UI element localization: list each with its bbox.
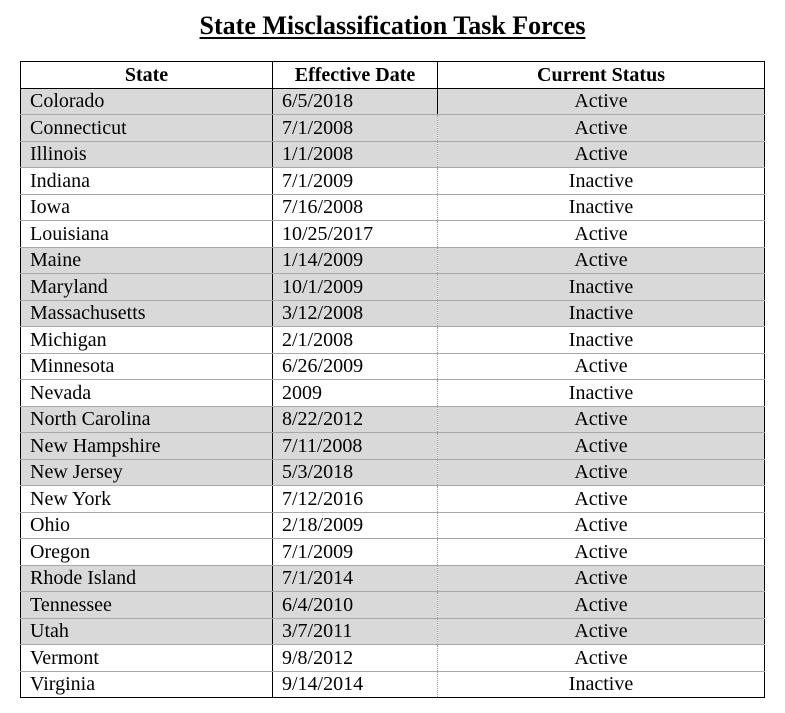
status-cell: Active: [438, 618, 765, 645]
table-row: [21, 618, 765, 645]
page-title: State Misclassification Task Forces: [199, 11, 586, 40]
table-row: [21, 512, 765, 539]
header-row: [21, 62, 765, 89]
table-row: [21, 645, 765, 672]
header-state: State: [21, 62, 273, 89]
status-cell: Active: [438, 512, 765, 539]
effective-date-cell: 2/18/2009: [273, 512, 438, 539]
table-row: [21, 247, 765, 274]
header-current-status: Current Status: [438, 62, 765, 89]
status-cell: Active: [438, 565, 765, 592]
status-cell: Active: [438, 247, 765, 274]
effective-date-cell: 6/5/2018: [273, 88, 438, 115]
state-cell: Ohio: [21, 512, 273, 539]
effective-date-cell: 7/11/2008: [273, 433, 438, 460]
effective-date-cell: 7/1/2009: [273, 539, 438, 566]
effective-date-cell: 2009: [273, 380, 438, 407]
status-cell: Active: [438, 486, 765, 513]
table-body: [21, 88, 765, 698]
effective-date-cell: 7/1/2014: [273, 565, 438, 592]
table-row: [21, 459, 765, 486]
state-cell: New York: [21, 486, 273, 513]
status-cell: Active: [438, 353, 765, 380]
table-row: [21, 671, 765, 698]
state-cell: Maryland: [21, 274, 273, 301]
state-cell: Nevada: [21, 380, 273, 407]
table-row: [21, 88, 765, 115]
state-cell: Massachusetts: [21, 300, 273, 327]
state-cell: Connecticut: [21, 115, 273, 142]
state-cell: Vermont: [21, 645, 273, 672]
table-row: [21, 380, 765, 407]
effective-date-cell: 1/1/2008: [273, 141, 438, 168]
status-cell: Active: [438, 115, 765, 142]
status-cell: Active: [438, 221, 765, 248]
effective-date-cell: 10/25/2017: [273, 221, 438, 248]
state-cell: North Carolina: [21, 406, 273, 433]
effective-date-cell: 7/1/2008: [273, 115, 438, 142]
effective-date-cell: 9/14/2014: [273, 671, 438, 698]
state-cell: Michigan: [21, 327, 273, 354]
state-cell: Iowa: [21, 194, 273, 221]
effective-date-cell: 1/14/2009: [273, 247, 438, 274]
effective-date-cell: 9/8/2012: [273, 645, 438, 672]
effective-date-cell: 10/1/2009: [273, 274, 438, 301]
table-row: [21, 327, 765, 354]
status-cell: Inactive: [438, 194, 765, 221]
effective-date-cell: 7/12/2016: [273, 486, 438, 513]
state-cell: Maine: [21, 247, 273, 274]
effective-date-cell: 7/16/2008: [273, 194, 438, 221]
state-cell: Virginia: [21, 671, 273, 698]
header-effective-date: Effective Date: [273, 62, 438, 89]
task-forces-table: [20, 61, 765, 698]
status-cell: Active: [438, 459, 765, 486]
table-row: [21, 406, 765, 433]
effective-date-cell: 5/3/2018: [273, 459, 438, 486]
state-cell: New Jersey: [21, 459, 273, 486]
effective-date-cell: 8/22/2012: [273, 406, 438, 433]
state-cell: Oregon: [21, 539, 273, 566]
state-cell: Utah: [21, 618, 273, 645]
effective-date-cell: 3/7/2011: [273, 618, 438, 645]
state-cell: Rhode Island: [21, 565, 273, 592]
effective-date-cell: 7/1/2009: [273, 168, 438, 195]
status-cell: Active: [438, 592, 765, 619]
effective-date-cell: 3/12/2008: [273, 300, 438, 327]
status-cell: Inactive: [438, 380, 765, 407]
table-row: [21, 115, 765, 142]
table-header: [21, 62, 765, 89]
table-row: [21, 565, 765, 592]
status-cell: Inactive: [438, 300, 765, 327]
state-cell: Colorado: [21, 88, 273, 115]
effective-date-cell: 6/4/2010: [273, 592, 438, 619]
state-cell: Tennessee: [21, 592, 273, 619]
state-cell: Illinois: [21, 141, 273, 168]
state-cell: Minnesota: [21, 353, 273, 380]
status-cell: Inactive: [438, 327, 765, 354]
table-row: [21, 353, 765, 380]
table-row: [21, 486, 765, 513]
status-cell: Active: [438, 141, 765, 168]
status-cell: Active: [438, 406, 765, 433]
state-cell: Louisiana: [21, 221, 273, 248]
table-row: [21, 168, 765, 195]
status-cell: Active: [438, 539, 765, 566]
status-cell: Active: [438, 645, 765, 672]
table-row: [21, 194, 765, 221]
status-cell: Inactive: [438, 671, 765, 698]
table-row: [21, 433, 765, 460]
table-row: [21, 300, 765, 327]
table-row: [21, 592, 765, 619]
status-cell: Inactive: [438, 274, 765, 301]
table-row: [21, 274, 765, 301]
effective-date-cell: 6/26/2009: [273, 353, 438, 380]
status-cell: Inactive: [438, 168, 765, 195]
table-row: [21, 141, 765, 168]
table-row: [21, 221, 765, 248]
state-cell: Indiana: [21, 168, 273, 195]
status-cell: Active: [438, 88, 765, 115]
effective-date-cell: 2/1/2008: [273, 327, 438, 354]
table-row: [21, 539, 765, 566]
state-cell: New Hampshire: [21, 433, 273, 460]
status-cell: Active: [438, 433, 765, 460]
